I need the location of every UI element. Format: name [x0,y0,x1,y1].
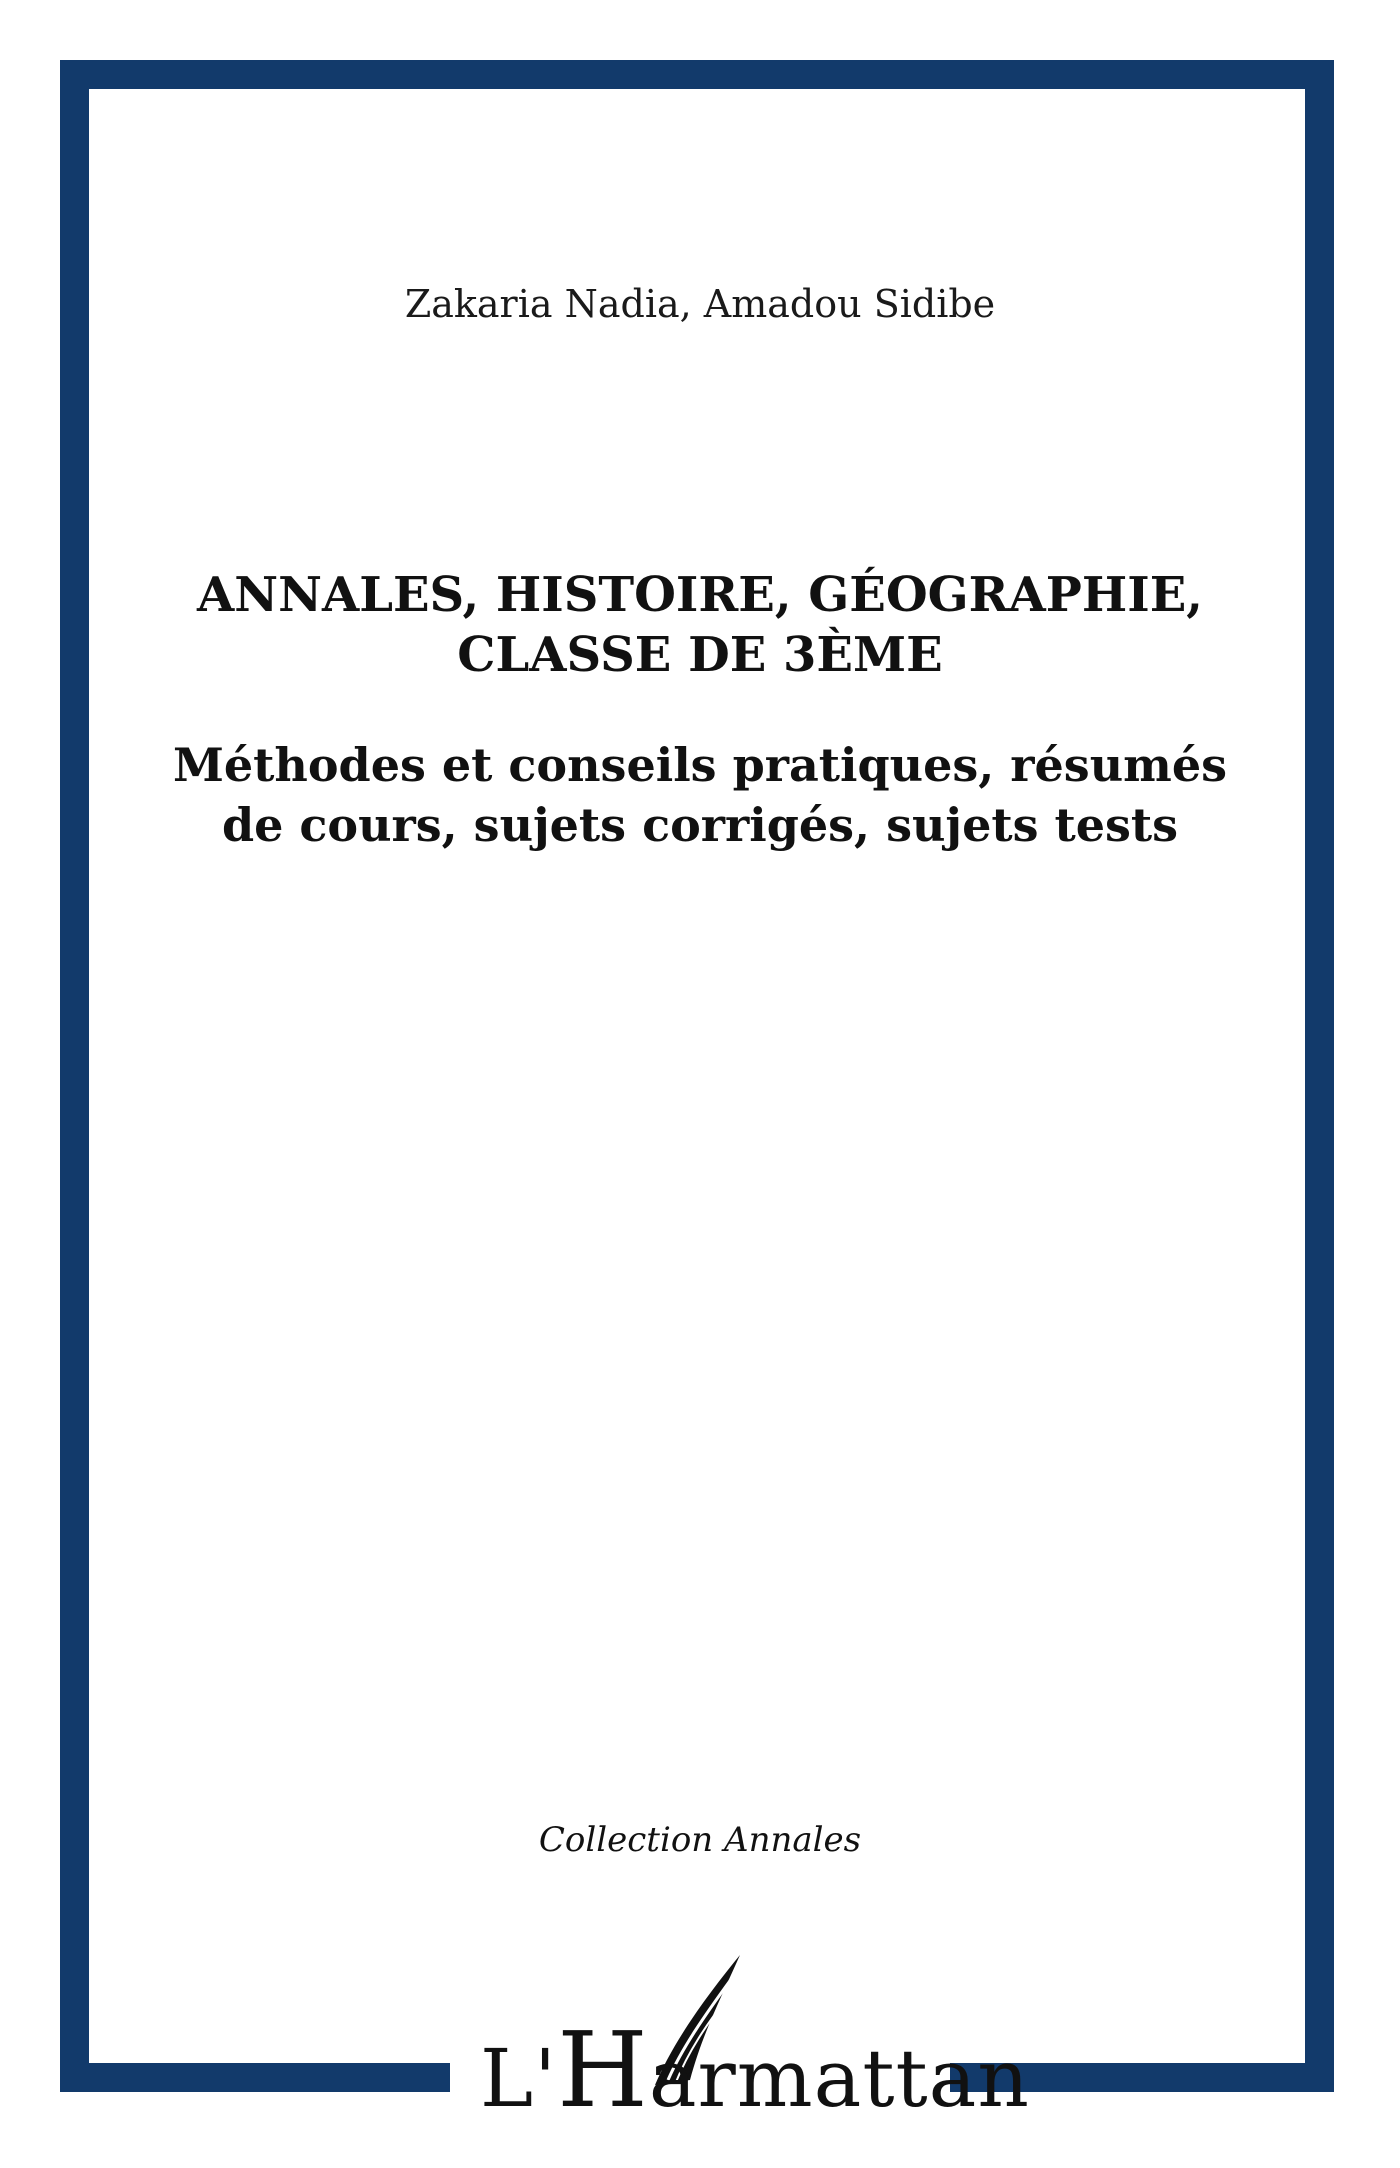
authors: Zakaria Nadia, Amadou Sidibe [404,282,996,326]
cover-frame-inner [89,89,1305,2063]
book-title-line-1: ANNALES, HISTOIRE, GÉOGRAPHIE, [196,567,1203,623]
book-subtitle-line-2: de cours, sujets corrigés, sujets tests [221,798,1179,852]
publisher-rest: armattan [648,2032,1030,2125]
book-title [140,565,1260,685]
book-title-line-2: CLASSE DE 3ÈME [457,627,943,683]
collection-name: Collection Annales [538,1820,862,1860]
publisher-initial: H [557,2009,649,2131]
book-subtitle-line-1: Méthodes et conseils pratiques, résumés [172,738,1227,792]
book-subtitle [140,735,1260,855]
publisher-prefix: L' [480,2032,558,2125]
publisher-name [480,2009,1030,2131]
